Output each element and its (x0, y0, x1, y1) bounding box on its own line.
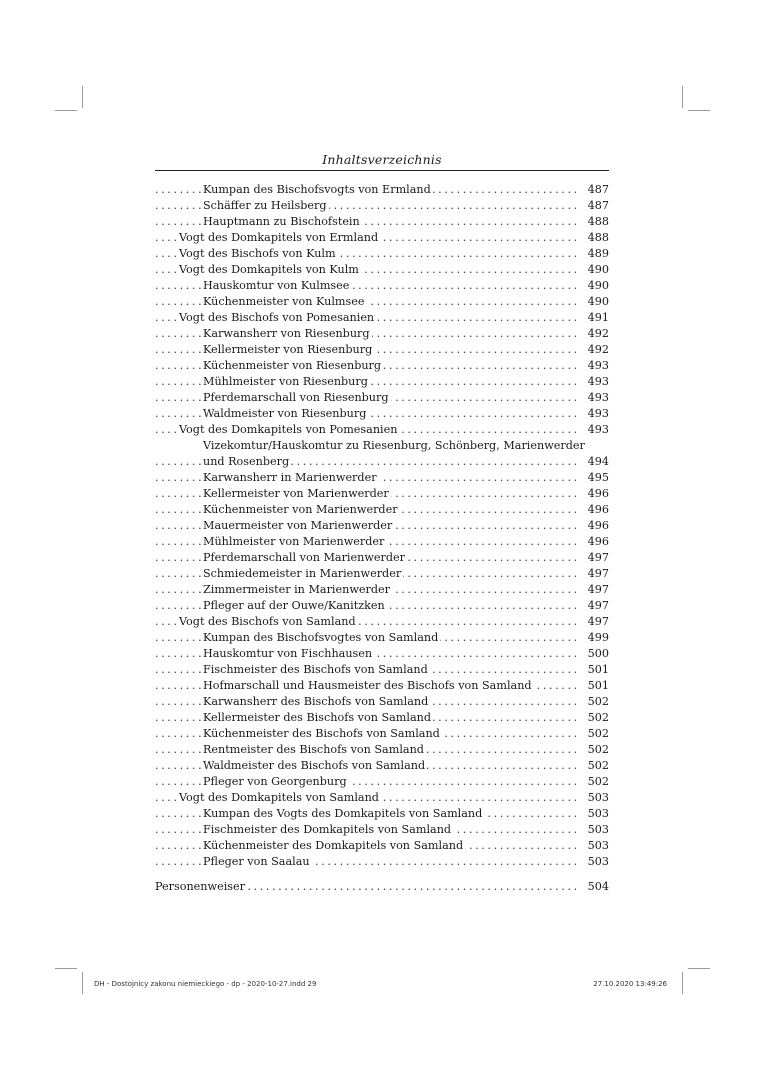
page-number: 492 (579, 326, 609, 342)
toc-entry[interactable]: ..... Kellermeister von Marienwerder 496 (155, 486, 609, 502)
page-number: 500 (579, 646, 609, 662)
page-number: 490 (579, 278, 609, 294)
page-number: 502 (579, 694, 609, 710)
toc-entry[interactable]: ..... Kellermeister von Riesenburg 492 (155, 342, 609, 358)
page-number: 502 (579, 710, 609, 726)
toc-entry[interactable]: Vizekomtur/Hauskomtur zu Riesenburg, Schönberg, Marienwerder (203, 439, 585, 452)
toc-entry[interactable]: ..... Vogt des Domkapitels von Pomesanien 493 (155, 422, 609, 438)
toc-entry[interactable]: ..... Kumpan des Bischofsvogtes von Samland 499 (155, 630, 609, 646)
page-number: 496 (579, 486, 609, 502)
page-number: 499 (579, 630, 609, 646)
toc-entry[interactable]: ..... Hauptmann zu Bischofstein 488 (155, 214, 609, 230)
toc-entry[interactable]: ..... Kumpan des Vogts des Domkapitels von Samland 503 (155, 806, 609, 822)
page-number: 494 (579, 454, 609, 470)
print-slug-timestamp: 27.10.2020 13:49:26 (593, 980, 667, 988)
toc-entry[interactable]: ..... Kumpan des Bischofsvogts von Ermland 487 (155, 182, 609, 198)
toc-entry[interactable]: ..... Mühlmeister von Marienwerder 496 (155, 534, 609, 550)
toc-entry[interactable]: ..... Küchenmeister von Marienwerder 496 (155, 502, 609, 518)
crop-mark (688, 110, 710, 111)
page-number: 502 (579, 774, 609, 790)
toc-list (155, 182, 609, 895)
toc-entry-continued[interactable]: ..... und Rosenberg 494 (155, 454, 609, 470)
toc-entry[interactable]: ..... Fischmeister des Domkapitels von Samland 503 (155, 822, 609, 838)
crop-mark (82, 972, 83, 994)
page-number: 496 (579, 534, 609, 550)
page-number: 488 (579, 214, 609, 230)
page-number: 492 (579, 342, 609, 358)
toc-entry[interactable]: ..... Schmiedemeister in Marienwerder 497 (155, 566, 609, 582)
page-number: 493 (579, 390, 609, 406)
page-number: 490 (579, 294, 609, 310)
toc-entry-personenweiser[interactable]: ..... Personenweiser 504 (155, 879, 609, 895)
page-number: 503 (579, 822, 609, 838)
page-number: 504 (579, 879, 609, 895)
page-number: 497 (579, 598, 609, 614)
page-number: 502 (579, 742, 609, 758)
toc-entry[interactable]: ..... Fischmeister des Bischofs von Samland 501 (155, 662, 609, 678)
toc-entry[interactable]: ..... Zimmermeister in Marienwerder 497 (155, 582, 609, 598)
page-number: 503 (579, 838, 609, 854)
crop-mark (682, 86, 683, 108)
toc-entry[interactable]: ..... Schäffer zu Heilsberg 487 (155, 198, 609, 214)
page-number: 502 (579, 758, 609, 774)
page-number: 501 (579, 678, 609, 694)
toc-entry[interactable]: ..... Küchenmeister des Domkapitels von Samland 503 (155, 838, 609, 854)
page-number: 503 (579, 806, 609, 822)
toc-entry[interactable]: ..... Küchenmeister des Bischofs von Samland 502 (155, 726, 609, 742)
toc-entry[interactable]: ..... Vogt des Bischofs von Pomesanien 491 (155, 310, 609, 326)
page-number: 493 (579, 374, 609, 390)
crop-mark (682, 972, 683, 994)
toc-entry[interactable]: ..... Waldmeister des Bischofs von Samland 502 (155, 758, 609, 774)
toc-entry[interactable]: ..... Hofmarschall und Hausmeister des Bischofs von Samland 501 (155, 678, 609, 694)
page-number: 493 (579, 358, 609, 374)
page-number: 487 (579, 182, 609, 198)
page-number: 496 (579, 518, 609, 534)
page-number: 495 (579, 470, 609, 486)
toc-entry[interactable]: ..... Hauskomtur von Kulmsee 490 (155, 278, 609, 294)
page-number: 491 (579, 310, 609, 326)
header-rule (155, 170, 609, 171)
crop-mark (688, 968, 710, 969)
toc-entry[interactable]: ..... Pferdemarschall von Marienwerder 497 (155, 550, 609, 566)
page-number: 497 (579, 550, 609, 566)
page-number: 503 (579, 854, 609, 870)
toc-entry[interactable]: ..... Vogt des Domkapitels von Samland 503 (155, 790, 609, 806)
toc-entry[interactable]: ..... Küchenmeister von Kulmsee 490 (155, 294, 609, 310)
toc-entry[interactable]: ..... Vogt des Bischofs von Samland 497 (155, 614, 609, 630)
page-number: 497 (579, 582, 609, 598)
toc-entry[interactable]: ..... Kellermeister des Bischofs von Samland 502 (155, 710, 609, 726)
toc-entry[interactable]: ..... Karwansherr in Marienwerder 495 (155, 470, 609, 486)
toc-entry[interactable]: ..... Mühlmeister von Riesenburg 493 (155, 374, 609, 390)
toc-entry[interactable]: ..... Mauermeister von Marienwerder 496 (155, 518, 609, 534)
toc-entry[interactable]: ..... Waldmeister von Riesenburg 493 (155, 406, 609, 422)
toc-entry[interactable]: ..... Küchenmeister von Riesenburg 493 (155, 358, 609, 374)
crop-mark (55, 110, 77, 111)
page-number: 502 (579, 726, 609, 742)
toc-entry[interactable]: ..... Karwansherr von Riesenburg 492 (155, 326, 609, 342)
toc-entry[interactable]: ..... Hauskomtur von Fischhausen 500 (155, 646, 609, 662)
toc-entry[interactable]: ..... Vogt des Domkapitels von Ermland 488 (155, 230, 609, 246)
print-slug-file: DH - Dostojnicy zakonu niemieckiego - dp - 2020-10-27.indd 29 (94, 980, 317, 988)
toc-entry[interactable]: ..... Pfleger von Georgenburg 502 (155, 774, 609, 790)
crop-mark (55, 968, 77, 969)
toc-entry[interactable]: ..... Pfleger auf der Ouwe/Kanitzken 497 (155, 598, 609, 614)
toc-entry[interactable]: ..... Pferdemarschall von Riesenburg 493 (155, 390, 609, 406)
page-number: 488 (579, 230, 609, 246)
page-number: 487 (579, 198, 609, 214)
page-number: 496 (579, 502, 609, 518)
page-number: 501 (579, 662, 609, 678)
toc-entry[interactable]: ..... Rentmeister des Bischofs von Samland 502 (155, 742, 609, 758)
toc-entry[interactable]: ..... Vogt des Bischofs von Kulm 489 (155, 246, 609, 262)
page-number: 493 (579, 406, 609, 422)
page-number: 490 (579, 262, 609, 278)
page-number: 489 (579, 246, 609, 262)
page-number: 493 (579, 422, 609, 438)
crop-mark (82, 86, 83, 108)
page-number: 503 (579, 790, 609, 806)
toc-entry[interactable]: ..... Vogt des Domkapitels von Kulm 490 (155, 262, 609, 278)
toc-entry[interactable]: ..... Karwansherr des Bischofs von Samland 502 (155, 694, 609, 710)
page-number: 497 (579, 566, 609, 582)
page-number: 497 (579, 614, 609, 630)
toc-entry[interactable]: ..... Pfleger von Saalau 503 (155, 854, 609, 870)
section-gap (155, 870, 609, 879)
running-head: Inhaltsverzeichnis (322, 152, 442, 167)
